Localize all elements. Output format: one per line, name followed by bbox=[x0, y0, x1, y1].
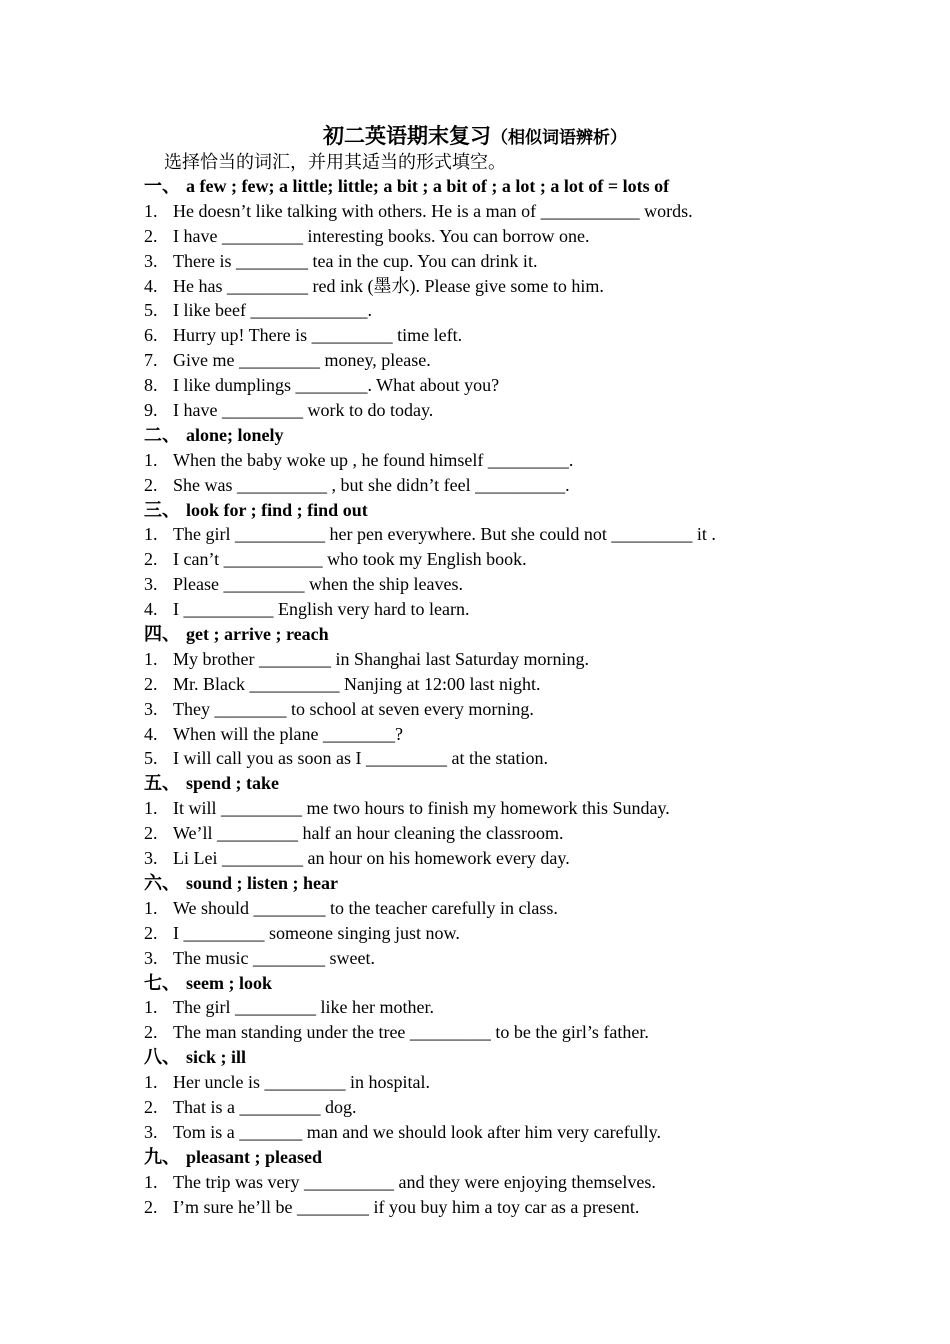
question-text: The trip was very __________ and they were enjoying themselves. bbox=[173, 1171, 656, 1192]
question-text: The music ________ sweet. bbox=[173, 947, 375, 968]
question-item bbox=[144, 224, 844, 249]
question-number: 4. bbox=[144, 599, 158, 620]
question-item bbox=[144, 946, 844, 971]
question-text: When will the plane ________? bbox=[173, 723, 403, 744]
section-heading bbox=[144, 771, 844, 796]
question-item bbox=[144, 697, 844, 722]
question-number: 1. bbox=[144, 798, 158, 819]
question-text: I like beef _____________. bbox=[173, 300, 372, 321]
question-number: 1. bbox=[144, 897, 158, 918]
question-number: 3. bbox=[144, 1121, 158, 1142]
question-number: 2. bbox=[144, 823, 158, 844]
question-text: I can’t ___________ who took my English book. bbox=[173, 549, 527, 570]
question-item bbox=[144, 921, 844, 946]
section-number: 一、 bbox=[144, 176, 180, 196]
question-number: 3. bbox=[144, 848, 158, 869]
question-item bbox=[144, 373, 844, 398]
question-number: 4. bbox=[144, 723, 158, 744]
question-item bbox=[144, 298, 844, 323]
question-number: 6. bbox=[144, 325, 158, 346]
question-text: He doesn’t like talking with others. He is a man of ___________ words. bbox=[173, 200, 693, 221]
question-text: Hurry up! There is _________ time left. bbox=[173, 325, 463, 346]
section-heading bbox=[144, 498, 844, 523]
question-number: 3. bbox=[144, 698, 158, 719]
question-text: The girl __________ her pen everywhere. But she could not _________ it . bbox=[173, 524, 716, 545]
question-number: 3. bbox=[144, 250, 158, 271]
question-text: I like dumplings ________. What about you? bbox=[173, 375, 500, 396]
section-number: 九、 bbox=[144, 1146, 180, 1167]
title-main: 初二英语期末复习 bbox=[323, 124, 491, 148]
question-item bbox=[144, 1095, 844, 1120]
question-item bbox=[144, 348, 844, 373]
question-text: It will _________ me two hours to finish my homework this Sunday. bbox=[173, 798, 670, 819]
question-text: We should ________ to the teacher carefully in class. bbox=[173, 897, 558, 918]
question-item bbox=[144, 722, 844, 747]
section-heading bbox=[144, 1145, 844, 1170]
section-heading bbox=[144, 174, 844, 199]
question-text: I’m sure he’ll be ________ if you buy him a toy car as a present. bbox=[173, 1196, 640, 1217]
question-text: Give me _________ money, please. bbox=[173, 350, 431, 371]
section-heading bbox=[144, 423, 844, 448]
question-item bbox=[144, 896, 844, 921]
question-number: 1. bbox=[144, 1072, 158, 1093]
section-number: 四、 bbox=[144, 624, 180, 645]
section-number: 二、 bbox=[144, 424, 180, 445]
question-text: I will call you as soon as I _________ at the station. bbox=[173, 748, 548, 769]
section-heading bbox=[144, 622, 844, 647]
question-item bbox=[144, 995, 844, 1020]
section-words: look for ; find ; find out bbox=[186, 499, 368, 520]
section-number: 六、 bbox=[144, 872, 180, 893]
question-item bbox=[144, 572, 844, 597]
instructions: 选择恰当的词汇，并用其适当的形式填空。 bbox=[164, 152, 506, 172]
section-words: pleasant ; pleased bbox=[186, 1146, 323, 1167]
question-text: I have _________ work to do today. bbox=[173, 400, 434, 421]
question-item bbox=[144, 796, 844, 821]
question-number: 2. bbox=[144, 1196, 158, 1217]
question-number: 1. bbox=[144, 200, 158, 221]
question-text: My brother ________ in Shanghai last Saturday morning. bbox=[173, 648, 589, 669]
question-item bbox=[144, 746, 844, 771]
section-words: a few ; few; a little; little; a bit ; a bit of ; a lot ; a lot of = lots of bbox=[186, 176, 670, 196]
question-text: I _________ someone singing just now. bbox=[173, 922, 460, 943]
question-text: I __________ English very hard to learn. bbox=[173, 599, 470, 620]
title-subtitle: （相似词语辨析） bbox=[491, 128, 627, 147]
question-number: 2. bbox=[144, 474, 158, 495]
question-number: 5. bbox=[144, 300, 158, 321]
question-item bbox=[144, 1170, 844, 1195]
question-text: I have _________ interesting books. You can borrow one. bbox=[173, 225, 590, 246]
section-heading bbox=[144, 871, 844, 896]
question-item bbox=[144, 821, 844, 846]
question-number: 2. bbox=[144, 549, 158, 570]
question-text: The girl _________ like her mother. bbox=[173, 997, 434, 1018]
section-number: 三、 bbox=[144, 499, 180, 520]
section-words: sick ; ill bbox=[186, 1047, 247, 1068]
question-text: That is a _________ dog. bbox=[173, 1096, 357, 1117]
question-text: We’ll _________ half an hour cleaning the classroom. bbox=[173, 823, 564, 844]
section-heading bbox=[144, 1045, 844, 1070]
question-item bbox=[144, 249, 844, 274]
question-text: There is ________ tea in the cup. You can drink it. bbox=[173, 250, 538, 271]
question-number: 2. bbox=[144, 1022, 158, 1043]
section-words: spend ; take bbox=[186, 773, 280, 794]
question-number: 2. bbox=[144, 673, 158, 694]
question-item bbox=[144, 672, 844, 697]
question-number: 8. bbox=[144, 375, 158, 396]
section-words: sound ; listen ; hear bbox=[186, 872, 339, 893]
question-text: Mr. Black __________ Nanjing at 12:00 last night. bbox=[173, 673, 541, 694]
question-number: 9. bbox=[144, 400, 158, 421]
question-number: 1. bbox=[144, 449, 158, 470]
question-number: 1. bbox=[144, 648, 158, 669]
question-item bbox=[144, 1070, 844, 1095]
question-number: 2. bbox=[144, 1096, 158, 1117]
question-item bbox=[144, 448, 844, 473]
question-number: 1. bbox=[144, 997, 158, 1018]
section-heading bbox=[144, 971, 844, 996]
question-number: 7. bbox=[144, 350, 158, 371]
question-item bbox=[144, 1195, 844, 1220]
question-text: Please _________ when the ship leaves. bbox=[173, 574, 463, 595]
question-item bbox=[144, 274, 844, 299]
question-number: 1. bbox=[144, 1171, 158, 1192]
question-text: He has _________ red ink (墨水). Please give some to him. bbox=[173, 275, 604, 296]
section-words: get ; arrive ; reach bbox=[186, 624, 329, 645]
question-number: 2. bbox=[144, 922, 158, 943]
question-item bbox=[144, 398, 844, 423]
section-number: 八、 bbox=[144, 1047, 180, 1068]
question-item bbox=[144, 522, 844, 547]
question-item bbox=[144, 1120, 844, 1145]
question-number: 5. bbox=[144, 748, 158, 769]
question-item bbox=[144, 597, 844, 622]
question-number: 3. bbox=[144, 947, 158, 968]
question-text: She was __________ , but she didn’t feel __________. bbox=[173, 474, 570, 495]
question-text: Li Lei _________ an hour on his homework every day. bbox=[173, 848, 570, 869]
question-text: When the baby woke up , he found himself _________. bbox=[173, 449, 574, 470]
question-number: 4. bbox=[144, 275, 158, 296]
question-text: Tom is a _______ man and we should look after him very carefully. bbox=[173, 1121, 661, 1142]
section-words: seem ; look bbox=[186, 972, 272, 993]
exercise-list bbox=[144, 174, 844, 1219]
question-text: Her uncle is _________ in hospital. bbox=[173, 1072, 430, 1093]
question-item bbox=[144, 547, 844, 572]
question-item bbox=[144, 846, 844, 871]
question-text: They ________ to school at seven every morning. bbox=[173, 698, 534, 719]
section-number: 七、 bbox=[144, 972, 180, 993]
question-item bbox=[144, 647, 844, 672]
question-number: 1. bbox=[144, 524, 158, 545]
question-number: 3. bbox=[144, 574, 158, 595]
question-item bbox=[144, 1020, 844, 1045]
question-item bbox=[144, 473, 844, 498]
question-text: The man standing under the tree _________ to be the girl’s father. bbox=[173, 1022, 649, 1043]
question-item bbox=[144, 199, 844, 224]
section-words: alone; lonely bbox=[186, 424, 284, 445]
question-item bbox=[144, 323, 844, 348]
section-number: 五、 bbox=[144, 773, 180, 794]
question-number: 2. bbox=[144, 225, 158, 246]
page-title bbox=[0, 122, 950, 152]
